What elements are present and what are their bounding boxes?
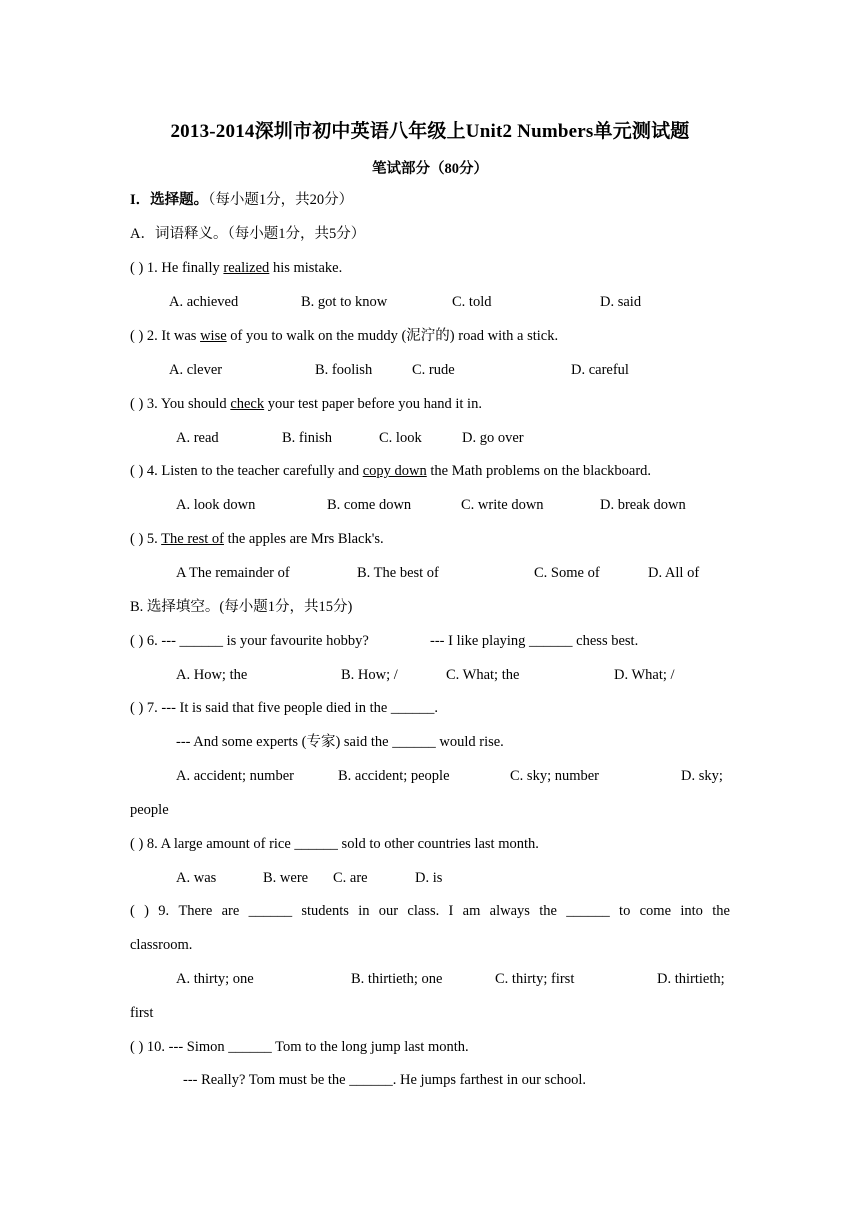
q1-option-d: D. said — [600, 294, 642, 310]
q1-text-pre: ( ) 1. He finally — [130, 260, 224, 276]
q6-option-a: A. How; the — [176, 667, 248, 683]
question-8: ( ) 8. A large amount of rice ______ sold to other countries last month. — [130, 836, 539, 852]
q1-underlined: realized — [223, 260, 270, 276]
q4-option-a: A. look down — [176, 497, 256, 513]
q9-option-d: D. thirtieth; — [657, 971, 725, 987]
q3-underlined: check — [230, 396, 265, 412]
question-6: ( ) 6. --- ______ is your favourite hobby? — [130, 633, 369, 649]
q9-word: ) — [144, 903, 149, 919]
q4-option-b: B. come down — [327, 497, 412, 513]
q5-text-pre: ( ) 5. — [130, 531, 162, 547]
q5-option-b: B. The best of — [357, 565, 439, 581]
q9-word: always — [489, 903, 530, 919]
q4-text-pre: ( ) 4. Listen to the teacher carefully and — [130, 463, 363, 479]
question-2 — [130, 327, 558, 345]
q8-option-d: D. is — [415, 870, 443, 886]
q9-word: ( — [130, 903, 135, 919]
q2-text-post: of you to walk on the muddy (泥泞的) road with a stick. — [226, 328, 559, 344]
q3-option-d: D. go over — [462, 430, 524, 446]
q2-option-a: A. clever — [169, 362, 223, 378]
q9-word: the — [539, 903, 557, 919]
q9-word: come — [639, 903, 672, 919]
q6-option-d: D. What; / — [614, 667, 675, 683]
q6-option-b: B. How; / — [341, 667, 398, 683]
q5-option-d: D. All of — [648, 565, 700, 581]
section-heading-note: （每小题1分，共20分） — [208, 192, 354, 208]
q9-word: are — [221, 903, 240, 919]
question-7: ( ) 7. --- It is said that five people died in the ______. — [130, 700, 439, 716]
q1-option-c: C. told — [452, 294, 492, 310]
q3-option-a: A. read — [176, 430, 219, 446]
question-3 — [130, 395, 482, 413]
q6-option-c: C. What; the — [446, 667, 520, 683]
question-9 — [130, 902, 730, 920]
q4-underlined: copy down — [362, 463, 427, 479]
q1-option-b: B. got to know — [301, 294, 388, 310]
question-5 — [130, 530, 384, 548]
q9-word: class. — [407, 903, 440, 919]
q9-word: ______ — [248, 903, 293, 919]
q3-option-b: B. finish — [282, 430, 332, 446]
q9-option-a: A. thirty; one — [176, 971, 254, 987]
question-10: ( ) 10. --- Simon ______ Tom to the long jump last month. — [130, 1039, 469, 1055]
q8-option-a: A. was — [176, 870, 217, 886]
q7-option-b: B. accident; people — [338, 768, 450, 784]
q4-text-post: the Math problems on the blackboard. — [426, 463, 652, 479]
question-6-response: --- I like playing ______ chess best. — [430, 633, 639, 649]
q7-option-d-wrap: people — [130, 802, 169, 818]
question-1 — [130, 259, 342, 277]
question-4 — [130, 462, 651, 480]
q4-option-c: C. write down — [461, 497, 544, 513]
page-subtitle: 笔试部分（80分） — [372, 161, 488, 177]
q5-text-post: the apples are Mrs Black's. — [223, 531, 384, 547]
question-7-response: --- And some experts (专家) said the ______ would rise. — [176, 734, 504, 750]
part-b-heading: B. 选择填空。(每小题1分，共15分) — [130, 599, 353, 615]
page-title: 2013-2014深圳市初中英语八年级上Unit2 Numbers单元测试题 — [170, 121, 690, 142]
q7-option-d: D. sky; — [681, 768, 723, 784]
q2-underlined: wise — [200, 328, 227, 344]
question-10-response: --- Really? Tom must be the ______. He jumps farthest in our school. — [183, 1072, 587, 1088]
q3-text-post: your test paper before you hand it in. — [264, 396, 482, 412]
q5-underlined: The rest of — [161, 531, 224, 547]
section-heading-label: I．选择题。 — [130, 192, 209, 208]
q9-word: our — [378, 903, 399, 919]
q9-word: in — [358, 903, 370, 919]
q9-word: the — [712, 903, 730, 919]
q2-option-c: C. rude — [412, 362, 455, 378]
q4-option-d: D. break down — [600, 497, 686, 513]
q1-option-a: A. achieved — [169, 294, 239, 310]
section-heading — [130, 191, 353, 209]
q3-option-c: C. look — [379, 430, 422, 446]
q7-option-a: A. accident; number — [176, 768, 294, 784]
q5-option-c: C. Some of — [534, 565, 600, 581]
q8-option-b: B. were — [263, 870, 309, 886]
q9-word: am — [462, 903, 481, 919]
q9-option-c: C. thirty; first — [495, 971, 575, 987]
q2-option-d: D. careful — [571, 362, 629, 378]
q9-word: ______ — [566, 903, 610, 919]
q2-text-pre: ( ) 2. It was — [130, 328, 201, 344]
q9-word: 9. — [158, 903, 170, 919]
q9-word: into — [680, 903, 703, 919]
q7-option-c: C. sky; number — [510, 768, 600, 784]
q1-text-post: his mistake. — [269, 260, 343, 276]
q2-option-b: B. foolish — [315, 362, 373, 378]
q9-word: I — [448, 903, 454, 919]
q9-word: students — [301, 903, 349, 919]
q9-option-d-wrap: first — [130, 1005, 154, 1021]
question-9-wrap: classroom. — [130, 937, 193, 953]
q9-word: to — [619, 903, 631, 919]
q8-option-c: C. are — [333, 870, 368, 886]
part-a-heading: A．词语释义。（每小题1分，共5分） — [130, 226, 366, 242]
q9-option-b: B. thirtieth; one — [351, 971, 443, 987]
q5-option-a: A The remainder of — [176, 565, 290, 581]
q9-word: There — [178, 903, 213, 919]
q3-text-pre: ( ) 3. You should — [130, 396, 231, 412]
